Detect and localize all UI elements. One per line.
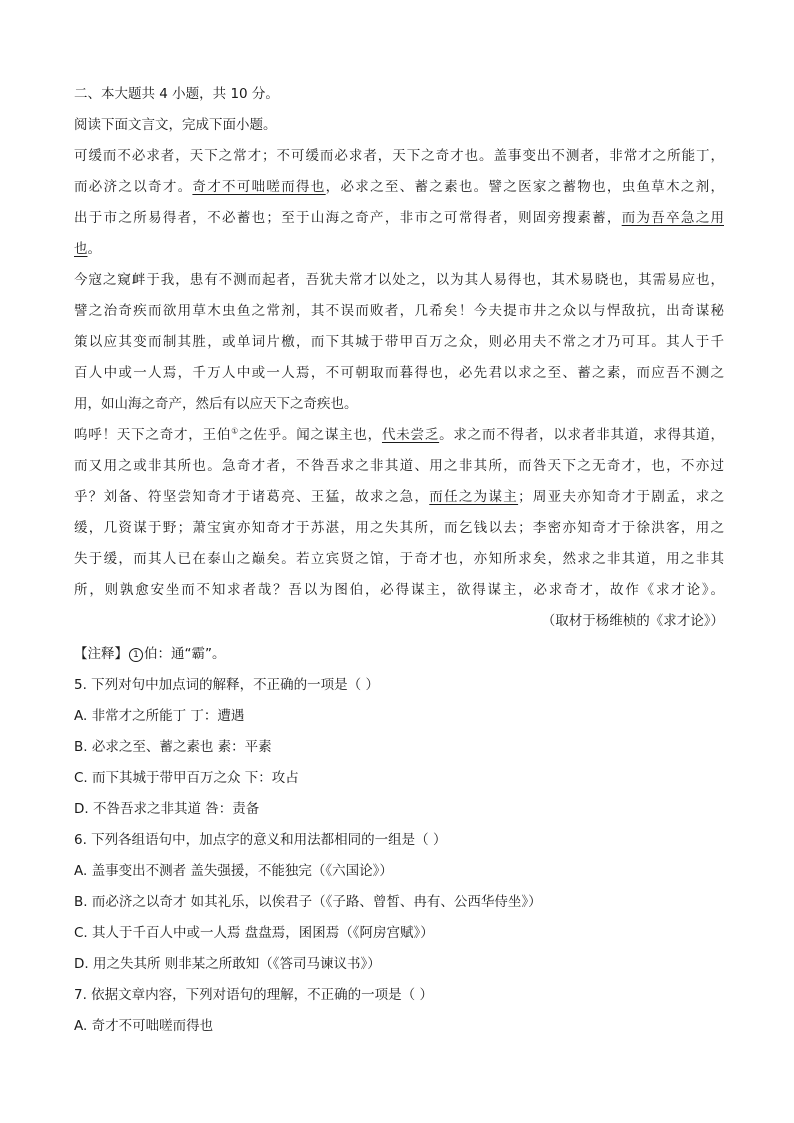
passage-source: （取材于杨维桢的《求才论》） bbox=[541, 613, 724, 629]
passage-p3-line1: 呜呼！天下之奇才，王伯①之佐乎。闻之谋主也，代未尝乏。求之而不得者，以求者非其道，求得其道， bbox=[74, 426, 724, 443]
section-instruction: 阅读下面文言文，完成下面小题。 bbox=[74, 117, 277, 133]
section-heading: 二、本大题共 4 小题，共 10 分。 bbox=[74, 86, 279, 102]
question-6-option-c: C. 其人于千百人中或一人焉 盘盘焉，囷囷焉（《阿房宫赋》） bbox=[74, 925, 434, 941]
underlined-phrase: 代未尝乏 bbox=[381, 427, 440, 443]
question-5-option-c: C. 而下其城于带甲百万之众 下：攻占 bbox=[74, 770, 299, 786]
passage-p3-line3: 乎？刘备、符坚尝知奇才于诸葛亮、王猛，故求之急，而任之为谋主；周亚夫亦知奇才于剧孟，求之 bbox=[74, 489, 724, 505]
passage-p2-line2: 譬之治奇疾而欲用草木虫鱼之常剂，其不误而败者，几希矣！今夫提市井之众以与悍敌抗，出奇谋秘 bbox=[74, 303, 724, 319]
footnote-marker: ① bbox=[231, 426, 240, 436]
question-5-stem: 5. 下列对句中加点词的解释，不正确的一项是（ ） bbox=[74, 677, 379, 693]
passage-p2-line3: 策以应其变而制其胜，或单词片檄，而下其城于带甲百万之众，则必用夫不常之才乃可耳。其人于千 bbox=[74, 334, 724, 350]
passage-p1-line2: 而必济之以奇才。奇才不可咄嗟而得也，必求之至、蓄之素也。譬之医家之蓄物也，虫鱼草木之剂， bbox=[74, 179, 724, 195]
passage-p3-line4: 缓，几资谋于野；萧宝寅亦知奇才于苏湛，用之失其所，而乞钱以去；李密亦知奇才于徐洪客，用之 bbox=[74, 520, 724, 536]
passage-p3-line6: 所，则孰愈安坐而不知求者哉？吾以为图伯，必得谋主，欲得谋主，必求奇才，故作《求才论》。 bbox=[74, 582, 724, 598]
passage-p2-line5: 用，如山海之奇产，然后有以应天下之奇疾也。 bbox=[74, 396, 358, 412]
question-5-option-d: D. 不咎吾求之非其道 咎：责备 bbox=[74, 801, 260, 817]
annotation-note: 【注释】 1 伯：通“霸”。 bbox=[74, 646, 226, 662]
question-6-stem: 6. 下列各组语句中，加点字的意义和用法都相同的一组是（ ） bbox=[74, 832, 447, 848]
passage-p2-line1: 今寇之窥衅于我，患有不测而起者，吾犹夫常才以处之，以为其人易得也，其术易晓也，其需易应也， bbox=[74, 272, 724, 288]
question-5-option-b: B. 必求之至、蓄之素也 素：平素 bbox=[74, 739, 272, 755]
passage-p3-line2: 而又用之或非其所也。急奇才者，不咎吾求之非其道、用之非其所，而咎天下之无奇才，也，不亦过 bbox=[74, 458, 724, 474]
passage-p1-line1: 可缓而不必求者，天下之常才；不可缓而必求者，天下之奇才也。盖事变出不测者，非常才之所能丁， bbox=[74, 148, 724, 164]
question-6-option-a: A. 盖事变出不测者 盖失强援，不能独完（《六国论》） bbox=[74, 863, 393, 879]
question-7-option-a: A. 奇才不可咄嗟而得也 bbox=[74, 1018, 214, 1034]
underlined-phrase: 也 bbox=[74, 241, 88, 257]
question-5-option-a: A. 非常才之所能丁 丁：遭遇 bbox=[74, 708, 245, 724]
passage-p3-line5: 失于缓，而其人已在泰山之巅矣。若立宾贤之馆，于奇才也，亦知所求矣，然求之非其道，用之非其 bbox=[74, 551, 724, 567]
underlined-phrase: 奇才不可咄嗟而得也 bbox=[192, 179, 326, 195]
passage-p1-line4: 也。 bbox=[74, 241, 101, 257]
question-7-stem: 7. 依据文章内容，下列对语句的理解，不正确的一项是（ ） bbox=[74, 987, 433, 1003]
passage-p2-line4: 百人中或一人焉，千万人中或一人焉，不可朝取而暮得也，必先君以求之至、蓄之素，而应吾不测之 bbox=[74, 365, 724, 381]
underlined-phrase: 而为吾卒急之用 bbox=[621, 210, 724, 226]
question-6-option-b: B. 而必济之以奇才 如其礼乐，以俟君子（《子路、曾皙、冉有、公西华侍坐》） bbox=[74, 894, 542, 910]
underlined-phrase: 而任之为谋主 bbox=[429, 489, 519, 505]
question-6-option-d: D. 用之失其所 则非某之所敢知（《答司马谏议书》） bbox=[74, 956, 381, 972]
passage-p1-line3: 出于市之所易得者，不必蓄也；至于山海之奇产，非市之可常得者，则固旁搜素蓄，而为吾卒急之用 bbox=[74, 210, 724, 226]
note-number-badge: 1 bbox=[129, 648, 143, 662]
